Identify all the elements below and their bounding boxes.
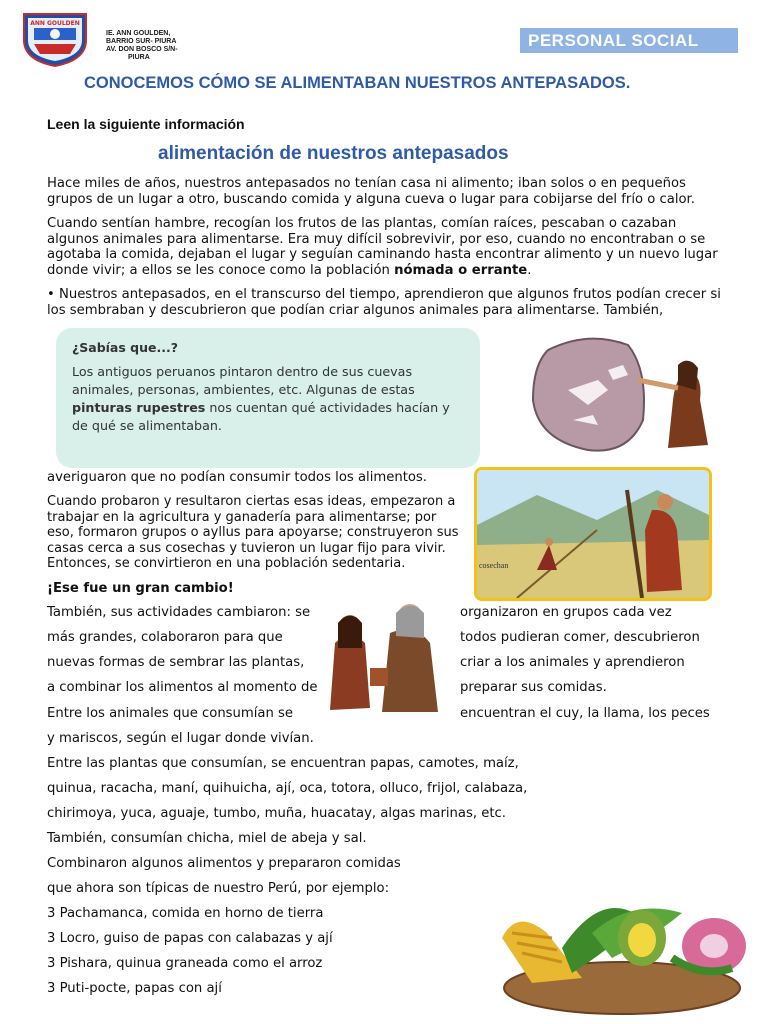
food-list-item: 3 Pishara, quinua graneada como el arroz — [47, 956, 323, 971]
split-line-left: También, sus actividades cambiaron: se — [47, 605, 311, 620]
text-line: que ahora son típicas de nuestro Perú, por ejemplo: — [47, 881, 390, 896]
text-line: También, consumían chicha, miel de abeja y sal. — [47, 831, 367, 846]
school-shield-logo — [20, 10, 90, 68]
food-list-item: 3 Puti-pocte, papas con ají — [47, 981, 222, 996]
rupestres-bold: pinturas rupestres — [72, 400, 206, 415]
school-address — [106, 30, 178, 62]
food-list-item: 3 Pachamanca, comida en horno de tierra — [47, 906, 324, 921]
paragraph-3: • Nuestros antepasados, en el transcurso del tiempo, aprendieron que algunos frutos podían crecer si los sembraban y descubrieron que podían criar algunos animales para alimentarse. También, — [47, 287, 721, 318]
paragraph-1: Hace miles de años, nuestros antepasados no tenían casa ni alimento; iban solos o en pequeños grupos de un lugar a otro, buscando comida y alguna cueva o lugar para cobijarse del frío o calor. — [47, 176, 695, 207]
split-line-left: Entre los animales que consumían se — [47, 706, 294, 721]
harvest-illustration — [477, 470, 709, 598]
school-line: BARRIO SUR- PIURA — [106, 38, 177, 45]
food-basket-illustration — [492, 878, 752, 1018]
did-you-know-text: Los antiguos peruanos pintaron dentro de sus cuevas animales, personas, ambientes, etc. Algunas de estas pinturas rupestres nos cuentan qué actividades hacían y de qué se alimentaban. — [72, 364, 450, 433]
split-line-right: preparar sus comidas. — [460, 680, 607, 695]
split-line-left: a combinar los alimentos al momento de — [47, 680, 318, 695]
paragraph-5: Cuando probaron y resultaron ciertas esas ideas, empezaron a trabajar en la agricultura y ganadería para alimentarse; por eso, formaron grupos o ayllus para apoyarse; construyeron sus casas cerca a sus cosechas y tuvieron un lugar fijo para vivir. Entonces, se convirtieron en una población sedentaria. — [47, 494, 459, 571]
nomada-bold: nómada o errante — [394, 262, 528, 278]
text-line: Entre las plantas que consumían, se encuentran papas, camotes, maíz, — [47, 756, 519, 771]
split-line-right: encuentran el cuy, la llama, los peces — [460, 706, 710, 721]
split-line-right: organizaron en grupos cada vez — [460, 605, 672, 620]
text-line: y mariscos, según el lugar donde vivían. — [47, 731, 314, 746]
page-title: CONOCEMOS CÓMO SE ALIMENTABAN NUESTROS ANTEPASADOS. — [84, 74, 631, 92]
text-line: quinua, racacha, maní, quihuicha, ají, oca, totora, olluco, frijol, calabaza, — [47, 781, 528, 796]
harvest-caption: cosechan — [479, 561, 509, 570]
food-list-item: 3 Locro, guiso de papas con calabazas y ají — [47, 931, 333, 946]
split-line-right: criar a los animales y aprendieron — [460, 655, 685, 670]
school-line: PIURA — [128, 54, 150, 61]
split-line-left: más grandes, colaboraron para que — [47, 630, 283, 645]
two-women-illustration — [320, 588, 452, 716]
svg-text:ANN GOULDEN: ANN GOULDEN — [30, 20, 80, 27]
did-you-know-title: ¿Sabías que...? — [72, 340, 178, 355]
harvest-illustration-frame — [474, 467, 712, 601]
school-line: AV. DON BOSCO S/N- — [106, 46, 178, 53]
instruction: Leen la siguiente información — [47, 116, 245, 132]
cave-painting-illustration — [528, 330, 718, 460]
school-line: IE. ANN GOULDEN, — [106, 30, 171, 37]
split-line-left: nuevas formas de sembrar las plantas, — [47, 655, 305, 670]
text-line: Combinaron algunos alimentos y prepararon comidas — [47, 856, 401, 871]
text-line: chirimoya, yuca, aguaje, tumbo, muña, huacatay, algas marinas, etc. — [47, 806, 506, 821]
section-title: alimentación de nuestros antepasados — [158, 143, 509, 164]
paragraph-4: averiguaron que no podían consumir todos los alimentos. — [47, 470, 427, 485]
paragraph-2: Cuando sentían hambre, recogían los frutos de las plantas, comían raíces, pescaban o cazaban algunos animales para alimentarse. Era muy difícil sobrevivir, por eso, cuando no encontraban o se agotaba la comida, dejaban el lugar y seguían caminando hasta encontrar alimento y un nuevo lugar donde vivir; a ellos se les conoce como la población nómada o errante. — [47, 216, 718, 278]
split-line-right: todos pudieran comer, descubrieron — [460, 630, 700, 645]
exclamation-line: ¡Ese fue un gran cambio! — [47, 581, 234, 596]
subject-banner: PERSONAL SOCIAL — [520, 28, 738, 53]
